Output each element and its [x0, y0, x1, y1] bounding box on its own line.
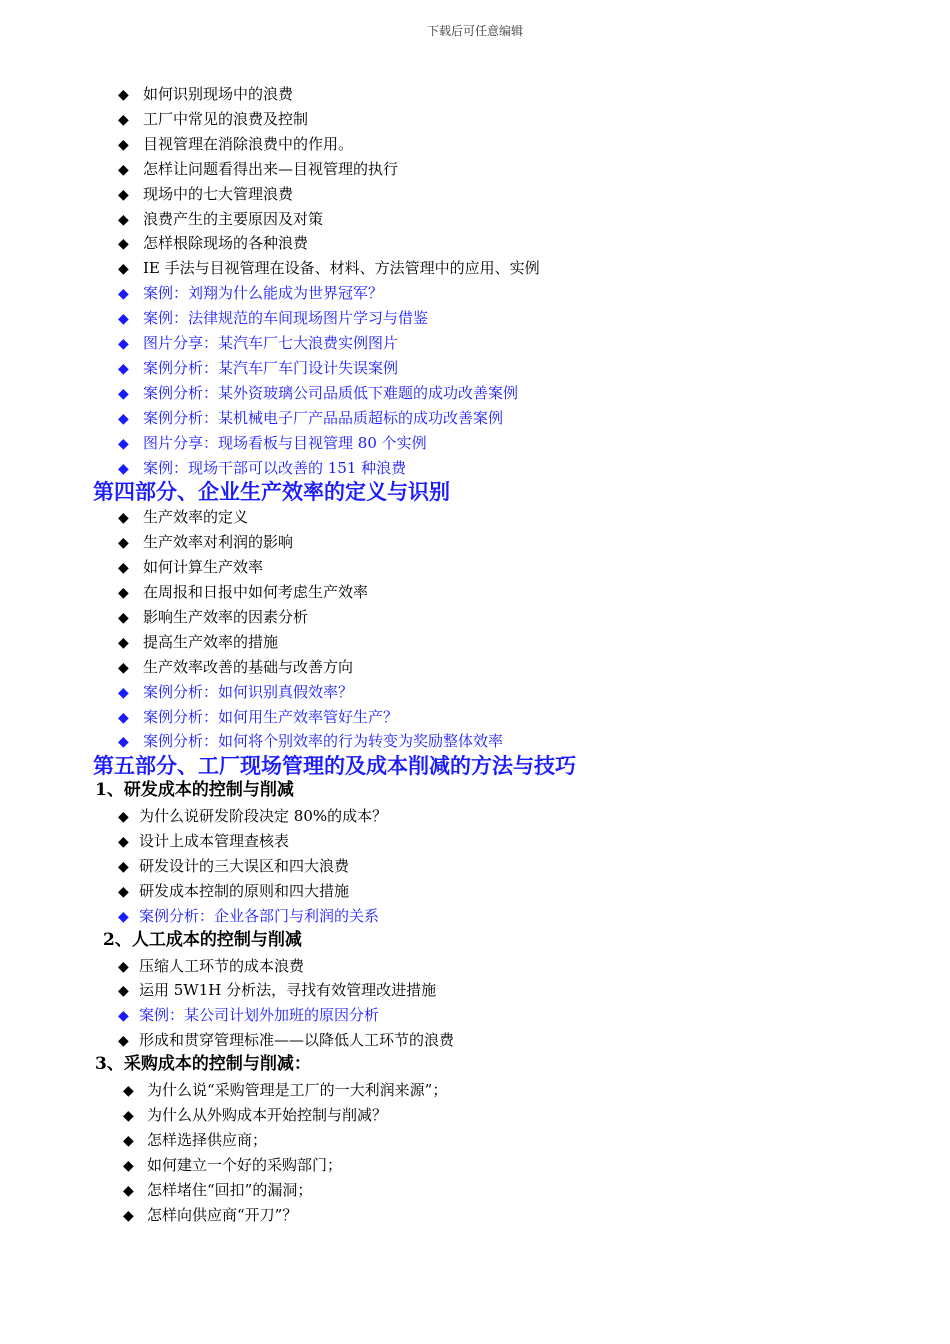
- list-item-text: 影响生产效率的因素分析: [143, 607, 309, 626]
- list-item: [118, 582, 368, 604]
- list-item-text: 为什么说研发阶段决定 80%的成本？: [139, 807, 388, 826]
- diamond-bullet-icon: ◆: [118, 809, 129, 826]
- diamond-bullet-icon: ◆: [118, 410, 129, 427]
- diamond-bullet-icon: ◆: [118, 111, 129, 128]
- diamond-bullet-icon: ◆: [118, 659, 129, 676]
- diamond-bullet-icon: ◆: [118, 1008, 129, 1025]
- list-item-text: 工厂中常见的浪费及控制: [143, 109, 309, 128]
- list-item: [118, 408, 503, 430]
- list-item-text: 怎样向供应商“开刀”？: [147, 1205, 298, 1224]
- diamond-bullet-icon: ◆: [118, 336, 129, 352]
- diamond-bullet-icon: ◆: [118, 385, 129, 402]
- list-item: [118, 657, 353, 679]
- list-item: [118, 458, 406, 480]
- list-item-text: 生产效率对利润的影响: [143, 533, 294, 552]
- diamond-bullet-icon: ◆: [123, 1182, 134, 1199]
- list-item: [123, 1080, 447, 1102]
- list-item: [118, 209, 323, 231]
- diamond-bullet-icon: ◆: [118, 435, 129, 452]
- diamond-bullet-icon: ◆: [118, 634, 129, 651]
- list-item-text: 如何建立一个好的采购部门；: [147, 1155, 343, 1174]
- list-item-text: 怎样选择供应商；: [147, 1130, 268, 1149]
- list-item-text: 生产效率的定义: [143, 508, 249, 527]
- section-title: 第四部分、企业生产效率的定义与识别: [93, 479, 450, 505]
- diamond-bullet-icon: ◆: [118, 834, 129, 850]
- section-title: 第五部分、工厂现场管理的及成本削减的方法与技巧: [93, 753, 576, 779]
- diamond-bullet-icon: ◆: [118, 261, 129, 278]
- list-item: [123, 1130, 267, 1152]
- list-item-text: 为什么从外购成本开始控制与削减？: [147, 1105, 388, 1124]
- list-item-text: 怎样堵住“回扣”的漏洞；: [147, 1180, 313, 1199]
- diamond-bullet-icon: ◆: [118, 958, 129, 975]
- subsection-title: 1、研发成本的控制与削减: [95, 780, 294, 801]
- list-item: [118, 682, 353, 704]
- list-item: [118, 1005, 379, 1027]
- subsection-title: 2、人工成本的控制与削减: [103, 929, 302, 950]
- list-item-text: IE 手法与目视管理在设备、材料、方法管理中的应用、实例: [143, 259, 540, 278]
- diamond-bullet-icon: ◆: [118, 510, 129, 527]
- list-item-text: 浪费产生的主要原因及对策: [143, 209, 324, 228]
- list-item-text: 怎样根除现场的各种浪费: [143, 234, 309, 253]
- list-item: [123, 1205, 297, 1227]
- list-item-text: 现场中的七大管理浪费: [143, 184, 294, 203]
- list-item: [118, 831, 289, 853]
- list-item-text: 案例分析：如何将个别效率的行为转变为奖励整体效率: [143, 732, 504, 751]
- list-item: [118, 707, 398, 729]
- list-item: [118, 507, 248, 529]
- list-item-text: 案例：某公司计划外加班的原因分析: [139, 1006, 380, 1025]
- list-item: [118, 956, 304, 978]
- list-item-text: 案例分析：某外资玻璃公司品质低下难题的成功改善案例: [143, 383, 519, 402]
- diamond-bullet-icon: ◆: [118, 1033, 129, 1050]
- list-item: [118, 532, 293, 554]
- diamond-bullet-icon: ◆: [118, 211, 129, 228]
- diamond-bullet-icon: ◆: [118, 883, 129, 900]
- list-item: [118, 806, 387, 828]
- list-item-text: 图片分享：某汽车厂七大浪费实例图片: [143, 334, 399, 352]
- list-item-text: 如何计算生产效率: [143, 558, 264, 577]
- list-item: [118, 283, 383, 305]
- list-item: [118, 1030, 454, 1052]
- list-item: [118, 109, 308, 131]
- list-item: [118, 980, 436, 1002]
- diamond-bullet-icon: ◆: [118, 460, 129, 477]
- list-item: [118, 84, 293, 106]
- list-item-text: 在周报和日报中如何考虑生产效率: [143, 583, 369, 601]
- list-item: [118, 731, 503, 753]
- list-item-text: 设计上成本管理查核表: [139, 832, 290, 850]
- list-item-text: 案例分析：某汽车厂车门设计失误案例: [143, 358, 399, 377]
- list-item-text: 形成和贯穿管理标准——以降低人工环节的浪费: [139, 1031, 455, 1050]
- list-item-text: 生产效率改善的基础与改善方向: [143, 657, 354, 676]
- diamond-bullet-icon: ◆: [118, 236, 129, 253]
- list-item-text: 目视管理在消除浪费中的作用。: [143, 134, 354, 153]
- diamond-bullet-icon: ◆: [118, 684, 129, 701]
- diamond-bullet-icon: ◆: [118, 286, 129, 303]
- diamond-bullet-icon: ◆: [123, 1157, 134, 1174]
- diamond-bullet-icon: ◆: [118, 908, 129, 925]
- diamond-bullet-icon: ◆: [118, 186, 129, 203]
- diamond-bullet-icon: ◆: [118, 609, 129, 626]
- diamond-bullet-icon: ◆: [123, 1132, 134, 1149]
- list-item: [123, 1180, 312, 1202]
- diamond-bullet-icon: ◆: [118, 311, 129, 328]
- diamond-bullet-icon: ◆: [118, 709, 129, 726]
- list-item-text: 案例分析：某机械电子厂产品品质超标的成功改善案例: [143, 408, 504, 427]
- list-item: [118, 358, 398, 380]
- diamond-bullet-icon: ◆: [123, 1083, 134, 1099]
- diamond-bullet-icon: ◆: [123, 1207, 134, 1224]
- list-item-text: 案例：法律规范的车间现场图片学习与借鉴: [143, 309, 429, 328]
- list-item: [123, 1105, 387, 1127]
- diamond-bullet-icon: ◆: [123, 1107, 134, 1124]
- list-item-text: 案例：现场干部可以改善的 151 种浪费: [143, 458, 407, 477]
- diamond-bullet-icon: ◆: [118, 734, 129, 751]
- diamond-bullet-icon: ◆: [118, 983, 129, 1000]
- subsection-title: 3、采购成本的控制与削减：: [95, 1054, 311, 1075]
- list-item: [118, 233, 308, 255]
- list-item: [118, 557, 263, 579]
- list-item-text: 运用 5W1H 分析法，寻找有效管理改进措施: [139, 981, 437, 1000]
- list-item: [118, 333, 398, 355]
- list-item-text: 案例分析：企业各部门与利润的关系: [139, 906, 380, 925]
- list-item: [118, 258, 540, 280]
- list-item: [118, 184, 293, 206]
- diamond-bullet-icon: ◆: [118, 136, 129, 153]
- list-item-text: 案例：刘翔为什么能成为世界冠军？: [143, 284, 384, 303]
- list-item-text: 研发设计的三大误区和四大浪费: [139, 856, 350, 875]
- page-header-note: 下载后可任意编辑: [426, 24, 523, 38]
- list-item: [118, 308, 428, 330]
- list-item-text: 怎样让问题看得出来—目视管理的执行: [143, 159, 399, 178]
- diamond-bullet-icon: ◆: [118, 560, 129, 577]
- list-item: [123, 1155, 342, 1177]
- list-item: [118, 134, 353, 156]
- list-item: [118, 856, 349, 878]
- list-item-text: 为什么说“采购管理是工厂的一大利润来源”；: [147, 1081, 448, 1099]
- list-item-text: 如何识别现场中的浪费: [143, 85, 294, 103]
- diamond-bullet-icon: ◆: [118, 161, 129, 178]
- diamond-bullet-icon: ◆: [118, 87, 129, 103]
- list-item: [118, 906, 379, 928]
- list-item: [118, 632, 278, 654]
- list-item-text: 图片分享：现场看板与目视管理 80 个实例: [143, 433, 427, 452]
- diamond-bullet-icon: ◆: [118, 585, 129, 601]
- list-item-text: 提高生产效率的措施: [143, 632, 279, 651]
- list-item: [118, 607, 308, 629]
- list-item-text: 研发成本控制的原则和四大措施: [139, 881, 350, 900]
- list-item-text: 压缩人工环节的成本浪费: [139, 956, 305, 975]
- diamond-bullet-icon: ◆: [118, 360, 129, 377]
- list-item-text: 案例分析：如何用生产效率管好生产？: [143, 707, 399, 726]
- list-item-text: 案例分析：如何识别真假效率？: [143, 682, 354, 701]
- diamond-bullet-icon: ◆: [118, 535, 129, 552]
- list-item: [118, 881, 349, 903]
- list-item: [118, 159, 398, 181]
- list-item: [118, 433, 427, 455]
- list-item: [118, 383, 518, 405]
- diamond-bullet-icon: ◆: [118, 858, 129, 875]
